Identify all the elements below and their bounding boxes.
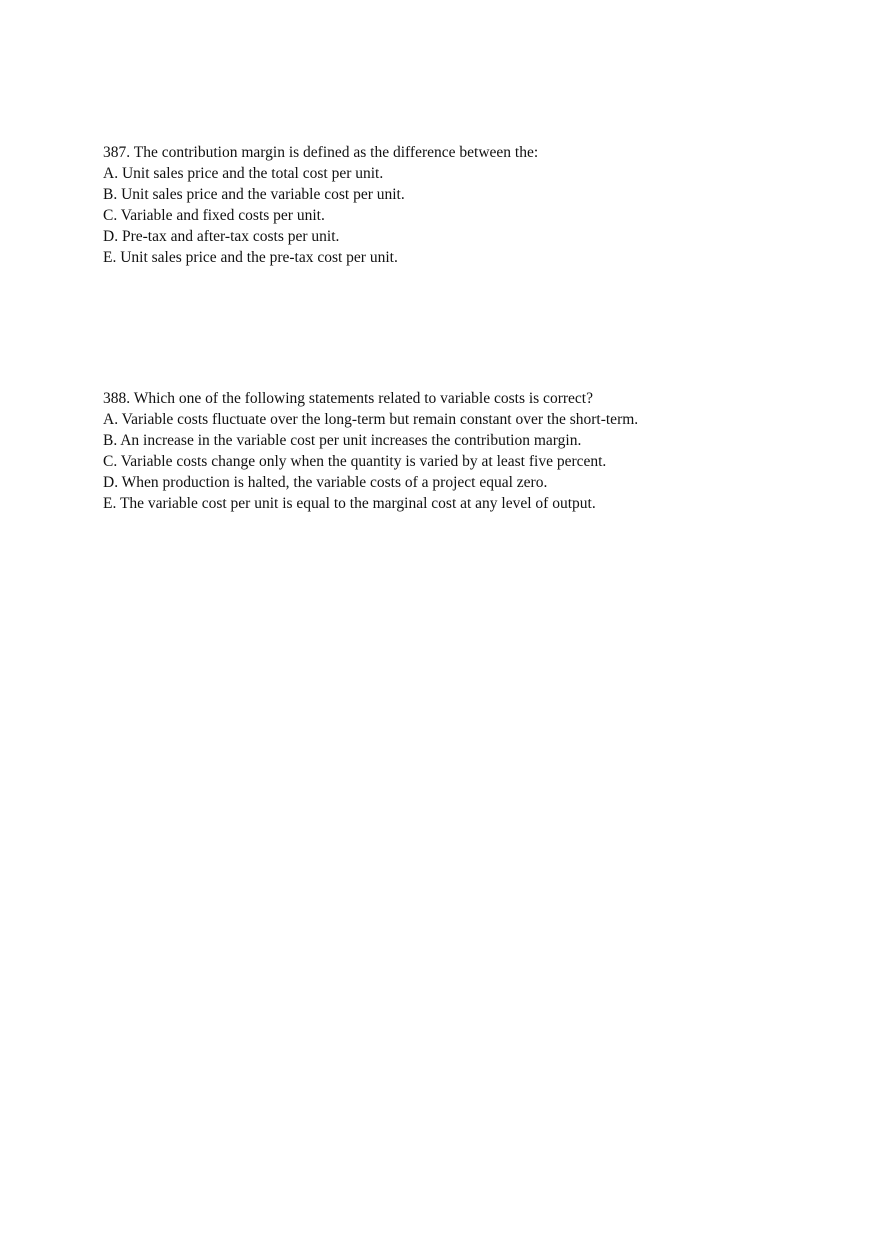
question-387 <box>103 142 803 268</box>
answer-option-c: C. Variable and fixed costs per unit. <box>103 207 325 224</box>
question-stem: 388. Which one of the following statements related to variable costs is correct? <box>103 390 593 407</box>
answer-option-c: C. Variable costs change only when the quantity is varied by at least five percent. <box>103 453 607 470</box>
answer-option-e: E. Unit sales price and the pre-tax cost per unit. <box>103 249 398 266</box>
answer-option-e: E. The variable cost per unit is equal to the marginal cost at any level of output. <box>103 495 596 512</box>
answer-option-b: B. Unit sales price and the variable cost per unit. <box>103 186 405 203</box>
answer-option-a: A. Unit sales price and the total cost per unit. <box>103 165 384 182</box>
answer-option-d: D. When production is halted, the variable costs of a project equal zero. <box>103 474 548 491</box>
answer-option-d: D. Pre-tax and after-tax costs per unit. <box>103 228 340 245</box>
question-stem: 387. The contribution margin is defined as the difference between the: <box>103 144 539 161</box>
answer-option-a: A. Variable costs fluctuate over the long-term but remain constant over the short-term. <box>103 411 639 428</box>
question-388 <box>103 388 803 514</box>
answer-option-b: B. An increase in the variable cost per unit increases the contribution margin. <box>103 432 582 449</box>
